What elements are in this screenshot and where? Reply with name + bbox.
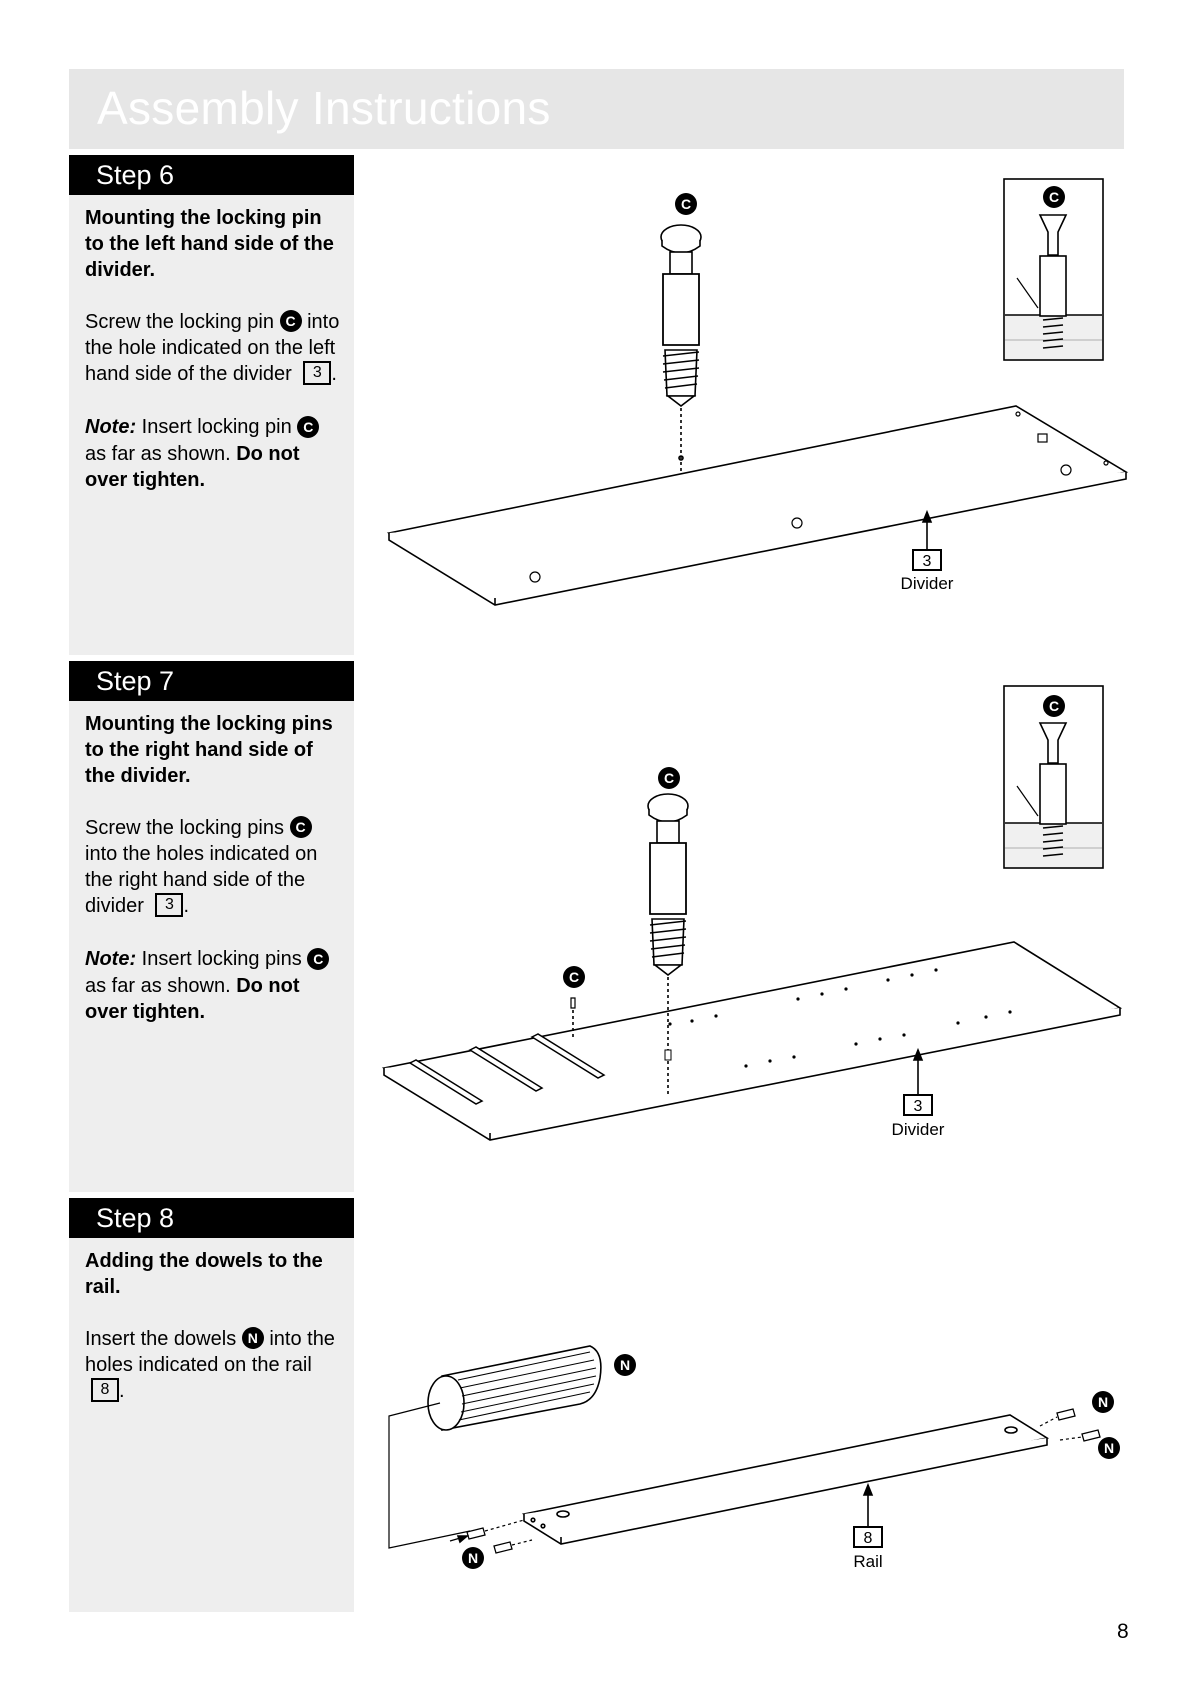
page-title: Assembly Instructions <box>97 82 551 134</box>
part-c-badge: C <box>297 416 319 438</box>
part-3-box: 3 <box>303 361 331 385</box>
step-6-note: Note: Insert locking pin C as far as shown. Do not over tighten. <box>85 414 345 492</box>
step-6-note-label: Note: <box>85 416 137 439</box>
step-8-heading: Step 8 <box>96 1203 175 1233</box>
step-8-instruction: Insert the dowels N into the holes indicated on the rail 8 . <box>85 1328 335 1403</box>
detail-callout-c: C <box>1048 698 1060 714</box>
step-7-heading: Step 7 <box>96 666 175 696</box>
step-7-subtitle: Mounting the locking pins to the right hand side of the divider. <box>85 713 333 787</box>
rail-label: Rail <box>853 1552 883 1571</box>
callout-n: N <box>1097 1394 1109 1410</box>
step-7-diagram <box>384 686 1120 1140</box>
step-7-note-label: Note: <box>85 948 137 971</box>
callout-c-secondary: C <box>568 969 580 985</box>
step-7-instruction: Screw the locking pins C into the holes indicated on the right hand side of the divider 3 . <box>85 817 318 918</box>
divider-part-number: 3 <box>913 1098 923 1115</box>
dowel-magnified <box>428 1346 601 1430</box>
step-6-instruction-start: Screw the locking pin <box>85 311 274 333</box>
part-n-badge: N <box>242 1327 264 1349</box>
callout-c: C <box>680 196 692 212</box>
divider-label: Divider <box>891 1120 945 1139</box>
step-8-diagram <box>389 1346 1100 1553</box>
callout-n: N <box>619 1357 631 1373</box>
step-7-note-end: as far as shown. <box>85 974 231 997</box>
part-8-box: 8 <box>91 1378 119 1402</box>
step-8-subtitle: Adding the dowels to the rail. <box>85 1250 323 1298</box>
step-6-note-warning: Do not over tighten <box>85 442 300 491</box>
locking-pin <box>648 794 688 975</box>
divider-label: Divider <box>900 574 954 593</box>
divider-part-number: 3 <box>922 553 932 570</box>
callout-c: C <box>663 770 675 786</box>
step-6-instruction-middle: into the hole indicated on the left hand side of the divider <box>85 311 340 386</box>
detail-callout-c: C <box>1048 189 1060 205</box>
step-8-instruction-middle: into the holes indicated on the rail <box>85 1328 335 1377</box>
step-7-note-warning: Do not over tighten. <box>85 974 300 1023</box>
step-7-instruction-middle: into the holes indicated on the right hand side of the divider <box>85 843 318 918</box>
step-6-diagram <box>389 179 1126 605</box>
step-6-heading: Step 6 <box>96 160 175 190</box>
callout-n: N <box>467 1550 479 1566</box>
step-6-note-end: as far as shown. <box>85 442 231 465</box>
locking-pin <box>661 225 701 406</box>
part-c-badge: C <box>280 310 302 332</box>
step-7-note-start: Insert locking pins <box>141 948 302 971</box>
callout-n: N <box>1103 1440 1115 1456</box>
part-3-box: 3 <box>155 893 183 917</box>
page-number: 8 <box>1117 1620 1129 1643</box>
step-6-note-start: Insert locking pin <box>141 416 292 439</box>
step-6-subtitle: Mounting the locking pin to the left hand side of the divider. <box>85 207 334 281</box>
part-c-badge: C <box>290 816 312 838</box>
step-8-instruction-start: Insert the dowels <box>85 1328 237 1350</box>
step-7-instruction-start: Screw the locking pins <box>85 817 284 839</box>
step-6-instruction: Screw the locking pin C into the hole indicated on the left hand side of the divider 3 . <box>85 311 340 386</box>
part-c-badge: C <box>307 948 329 970</box>
rail-part-number: 8 <box>863 1530 873 1547</box>
